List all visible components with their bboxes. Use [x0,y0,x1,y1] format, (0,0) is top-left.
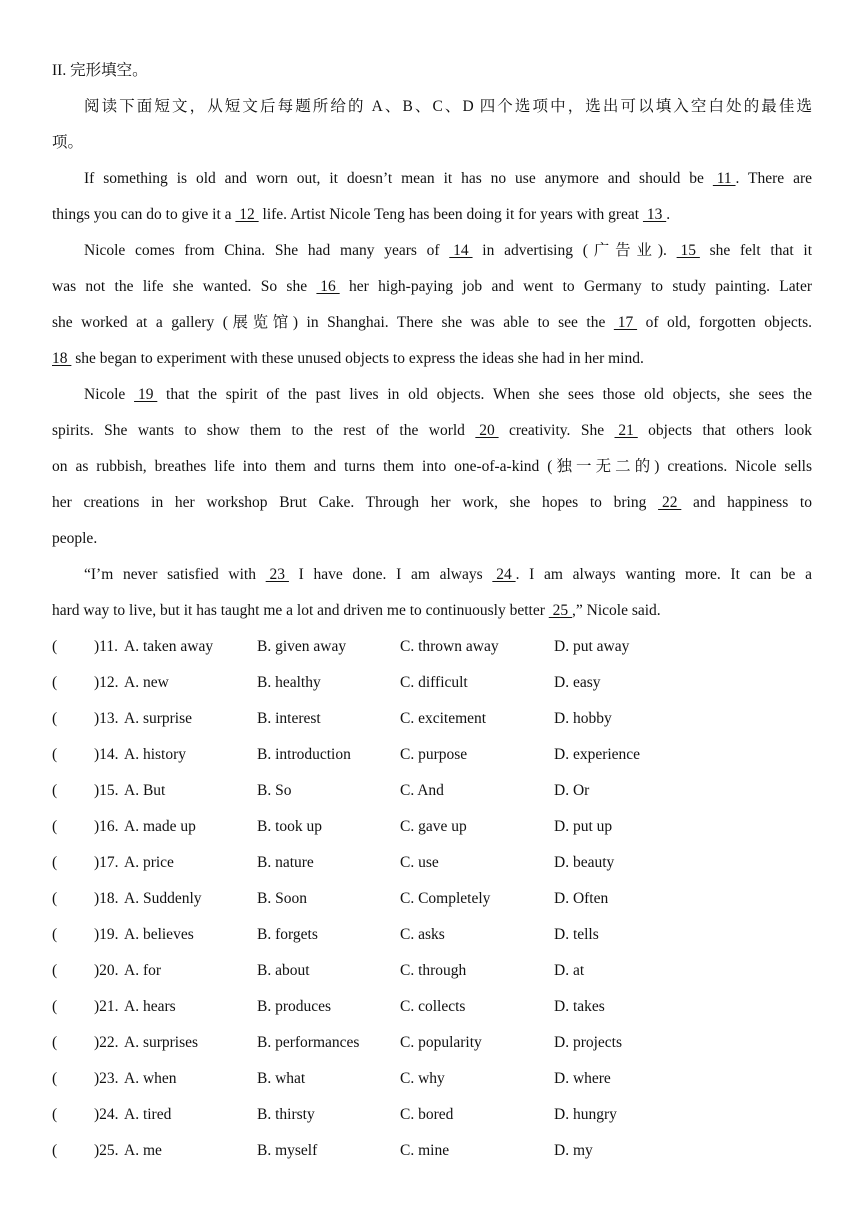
option-b[interactable]: B. healthy [257,674,321,691]
question-number: )15. [94,782,119,799]
passage-line: If something is old and worn out, it doesn’t mean it has no use anymore and should be 11 . There are [84,170,813,187]
option-b[interactable]: B. thirsty [257,1106,315,1123]
question-row [52,1033,812,1053]
option-b[interactable]: B. introduction [257,746,351,763]
answer-bracket-open[interactable]: ( [52,710,58,727]
option-b[interactable]: B. nature [257,854,314,871]
blank-24[interactable]: 24 [492,566,516,583]
question-row [52,709,812,729]
option-c[interactable]: C. use [400,854,439,871]
option-d[interactable]: D. beauty [554,854,615,871]
question-number: )23. [94,1070,119,1087]
option-a[interactable]: A. for [124,962,162,979]
option-a[interactable]: A. made up [124,818,196,835]
question-row [52,745,812,765]
option-b[interactable]: B. myself [257,1142,318,1159]
option-d[interactable]: D. where [554,1070,611,1087]
question-number: )16. [94,818,119,835]
section-heading: II. 完形填空。 [52,62,148,79]
question-number: )17. [94,854,119,871]
blank-17[interactable]: 17 [613,314,638,331]
option-c[interactable]: C. gave up [400,818,467,835]
blank-25[interactable]: 25 [548,602,572,619]
question-number: )18. [94,890,119,907]
option-a[interactable]: A. new [124,674,169,691]
option-c[interactable]: C. purpose [400,746,468,763]
instruction-text: 阅读下面短文，从短文后每题所给的 A、B、C、D 四个选项中，选出可以填入空白处的最佳选 [84,98,812,115]
option-b[interactable]: B. produces [257,998,332,1015]
option-b[interactable]: B. interest [257,710,321,727]
answer-bracket-open[interactable]: ( [52,998,58,1015]
option-d[interactable]: D. at [554,962,585,979]
answer-bracket-open[interactable]: ( [52,962,58,979]
option-c[interactable]: C. bored [400,1106,454,1123]
option-c[interactable]: C. collects [400,998,466,1015]
option-c[interactable]: C. asks [400,926,445,943]
option-d[interactable]: D. put up [554,818,613,835]
option-b[interactable]: B. forgets [257,926,318,943]
option-b[interactable]: B. about [257,962,310,979]
question-number: )13. [94,710,119,727]
blank-14[interactable]: 14 [449,242,473,259]
passage-line: her creations in her workshop Brut Cake. Through her work, she hopes to bring 22 and happiness to [52,494,812,511]
instruction-text-cont: 项。 [52,134,84,151]
question-number: )12. [94,674,119,691]
option-a[interactable]: A. Suddenly [124,890,202,907]
passage-line: Nicole 19 that the spirit of the past lives in old objects. When she sees those old objects, she sees the [84,386,812,403]
option-a[interactable]: A. believes [124,926,194,943]
option-b[interactable]: B. Soon [257,890,307,907]
option-d[interactable]: D. Often [554,890,609,907]
option-d[interactable]: D. hobby [554,710,612,727]
passage-line: “I’m never satisfied with 23 I have done. I am always 24 . I am always wanting more. It can be a [84,566,812,583]
answer-bracket-open[interactable]: ( [52,890,58,907]
answer-bracket-open[interactable]: ( [52,638,58,655]
answer-bracket-open[interactable]: ( [52,1034,58,1051]
passage-line: 18 she began to experiment with these unused objects to express the ideas she had in her mind. [52,350,644,367]
blank-23[interactable]: 23 [265,566,289,583]
option-d[interactable]: D. takes [554,998,605,1015]
option-b[interactable]: B. given away [257,638,347,655]
passage-line: she worked at a gallery (展览馆) in Shanghai. There she was able to see the 17 of old, forgotten objects. [52,314,812,331]
question-number: )24. [94,1106,119,1123]
blank-18[interactable]: 18 [52,350,72,367]
passage-line: Nicole comes from China. She had many years of 14 in advertising (广告业). 15 she felt that it [84,242,812,259]
question-row [52,853,812,873]
answer-bracket-open[interactable]: ( [52,1070,58,1087]
option-d[interactable]: D. my [554,1142,593,1159]
option-b[interactable]: B. performances [257,1034,360,1051]
option-b[interactable]: B. took up [257,818,323,835]
option-a[interactable]: A. taken away [124,638,214,655]
option-c[interactable]: C. Completely [400,890,491,907]
question-number: )14. [94,746,119,763]
answer-bracket-open[interactable]: ( [52,746,58,763]
question-number: )21. [94,998,119,1015]
answer-bracket-open[interactable]: ( [52,818,58,835]
option-a[interactable]: A. history [124,746,186,763]
option-d[interactable]: D. tells [554,926,599,943]
passage-line: hard way to live, but it has taught me a lot and driven me to continuously better 25 ,” Nicole said. [52,602,661,619]
question-number: )20. [94,962,119,979]
option-d[interactable]: D. experience [554,746,641,763]
blank-19[interactable]: 19 [134,386,158,403]
passage-line: people. [52,530,98,547]
passage-line: on as rubbish, breathes life into them and turns them into one-of-a-kind (独一无二的) creations. Nicole sells [52,458,812,475]
question-row [52,781,812,801]
question-row [52,1105,812,1125]
answer-bracket-open[interactable]: ( [52,674,58,691]
option-c[interactable]: C. And [400,782,444,799]
option-a[interactable]: A. hears [124,998,176,1015]
option-a[interactable]: A. price [124,854,174,871]
blank-22[interactable]: 22 [658,494,682,511]
option-d[interactable]: D. easy [554,674,601,691]
blank-15[interactable]: 15 [676,242,700,259]
blank-20[interactable]: 20 [475,422,499,439]
answer-bracket-open[interactable]: ( [52,1106,58,1123]
question-row [52,889,812,909]
answer-bracket-open[interactable]: ( [52,926,58,943]
option-c[interactable]: C. thrown away [400,638,499,655]
option-c[interactable]: C. through [400,962,467,979]
question-row [52,997,812,1017]
blank-13[interactable]: 13 [642,206,667,223]
passage-line: was not the life she wanted. So she 16 her high-paying job and went to Germany to study painting. Later [52,278,812,295]
option-a[interactable]: A. surprises [124,1034,199,1051]
question-row [52,961,812,981]
option-a[interactable]: A. me [124,1142,162,1159]
option-d[interactable]: D. Or [554,782,590,799]
option-a[interactable]: A. But [124,782,166,799]
answer-bracket-open[interactable]: ( [52,1142,58,1159]
option-a[interactable]: A. surprise [124,710,193,727]
question-row [52,1141,812,1161]
option-c[interactable]: C. why [400,1070,445,1087]
option-b[interactable]: B. So [257,782,292,799]
question-number: )19. [94,926,119,943]
passage-line: spirits. She wants to show them to the rest of the world 20 creativity. She 21 objects that others look [52,422,812,439]
answer-bracket-open[interactable]: ( [52,782,58,799]
question-number: )22. [94,1034,119,1051]
question-row [52,673,812,693]
option-a[interactable]: A. when [124,1070,177,1087]
option-c[interactable]: C. mine [400,1142,450,1159]
option-c[interactable]: C. excitement [400,710,487,727]
answer-bracket-open[interactable]: ( [52,854,58,871]
option-d[interactable]: D. put away [554,638,630,655]
option-d[interactable]: D. hungry [554,1106,617,1123]
option-a[interactable]: A. tired [124,1106,172,1123]
blank-16[interactable]: 16 [316,278,340,295]
question-row [52,925,812,945]
option-c[interactable]: C. difficult [400,674,468,691]
passage-line: things you can do to give it a 12 life. Artist Nicole Teng has been doing it for years with great 13 . [52,206,671,223]
question-row [52,637,812,657]
question-number: )11. [94,638,118,655]
question-row [52,817,812,837]
option-d[interactable]: D. projects [554,1034,623,1051]
blank-11[interactable]: 11 [712,170,736,187]
blank-12[interactable]: 12 [235,206,259,223]
option-b[interactable]: B. what [257,1070,306,1087]
blank-21[interactable]: 21 [614,422,638,439]
question-row [52,1069,812,1089]
question-number: )25. [94,1142,119,1159]
option-c[interactable]: C. popularity [400,1034,482,1051]
